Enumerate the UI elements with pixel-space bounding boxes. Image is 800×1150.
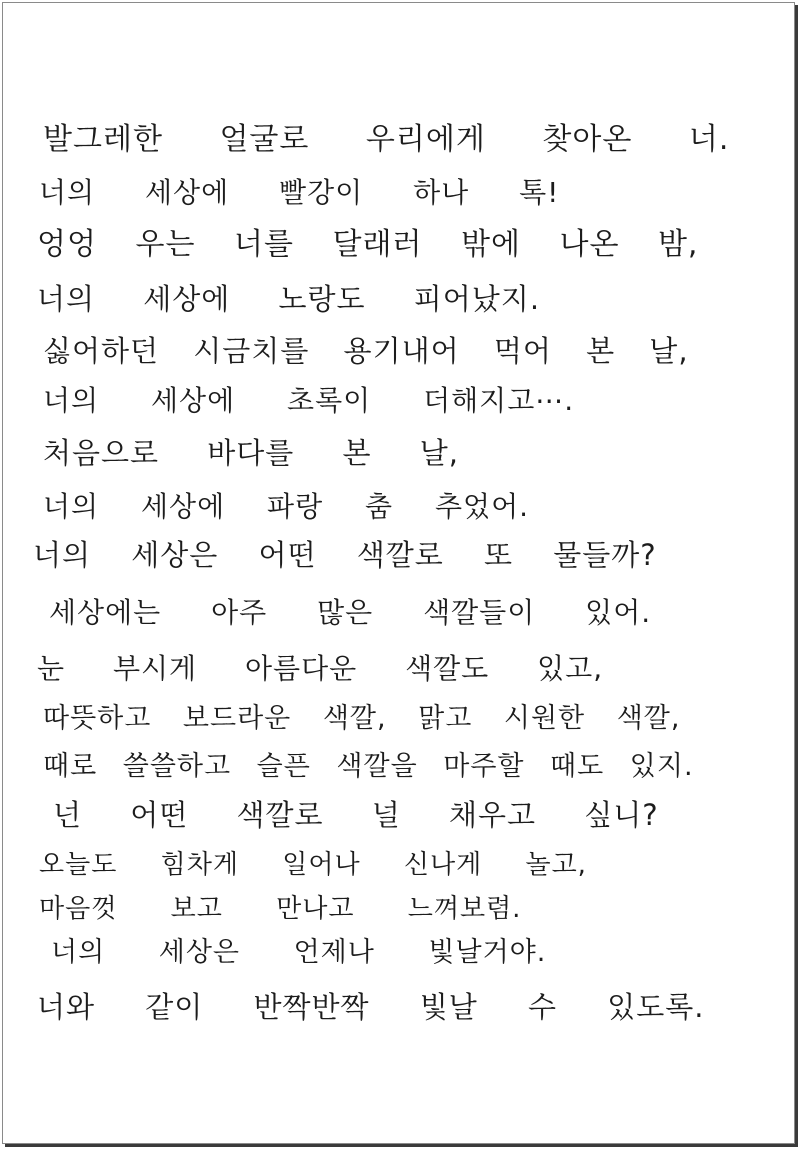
- poem-line-7: 처음으로 바다를 본 날,: [43, 436, 459, 470]
- poem-line-4: 너의 세상에 노랑도 피어났지.: [37, 282, 541, 316]
- poem-line-3: 엉엉 우는 너를 달래러 밖에 나온 밤,: [37, 227, 699, 262]
- handwritten-page: [2, 2, 795, 1144]
- poem-line-10: 세상에는 아주 많은 색깔들이 있어.: [49, 596, 652, 629]
- poem-line-14: 넌 어떤 색깔로 널 채우고 싶니?: [53, 798, 659, 832]
- poem-line-1: 발그레한 얼굴로 우리에게 찾아온 너.: [43, 122, 730, 157]
- poem-line-17: 너의 세상은 언제나 빛날거야.: [51, 937, 547, 968]
- poem-line-11: 눈 부시게 아름다운 색깔도 있고,: [37, 652, 604, 685]
- poem-line-6: 너의 세상에 초록이 더해지고⋯.: [43, 384, 575, 417]
- poem-line-8: 너의 세상에 파랑 춤 추었어.: [43, 490, 530, 523]
- poem-line-18: 너와 같이 반짝반짝 빛날 수 있도록.: [37, 990, 705, 1024]
- poem-line-16: 마음껏 보고 만나고 느껴보렴.: [39, 894, 522, 924]
- poem-line-9: 너의 세상은 어떤 색깔로 또 물들까?: [33, 538, 657, 572]
- poem-line-15: 오늘도 힘차게 일어나 신나게 놀고,: [39, 850, 587, 880]
- poem-line-2: 너의 세상에 빨강이 하나 톡!: [39, 176, 560, 209]
- poem-line-12: 따뜻하고 보드라운 색깔, 맑고 시원한 색깔,: [43, 703, 681, 734]
- poem-line-13: 때로 쓸쓸하고 슬픈 색깔을 마주할 때도 있지.: [43, 751, 694, 782]
- poem-line-5: 싫어하던 시금치를 용기내어 먹어 본 날,: [43, 334, 689, 368]
